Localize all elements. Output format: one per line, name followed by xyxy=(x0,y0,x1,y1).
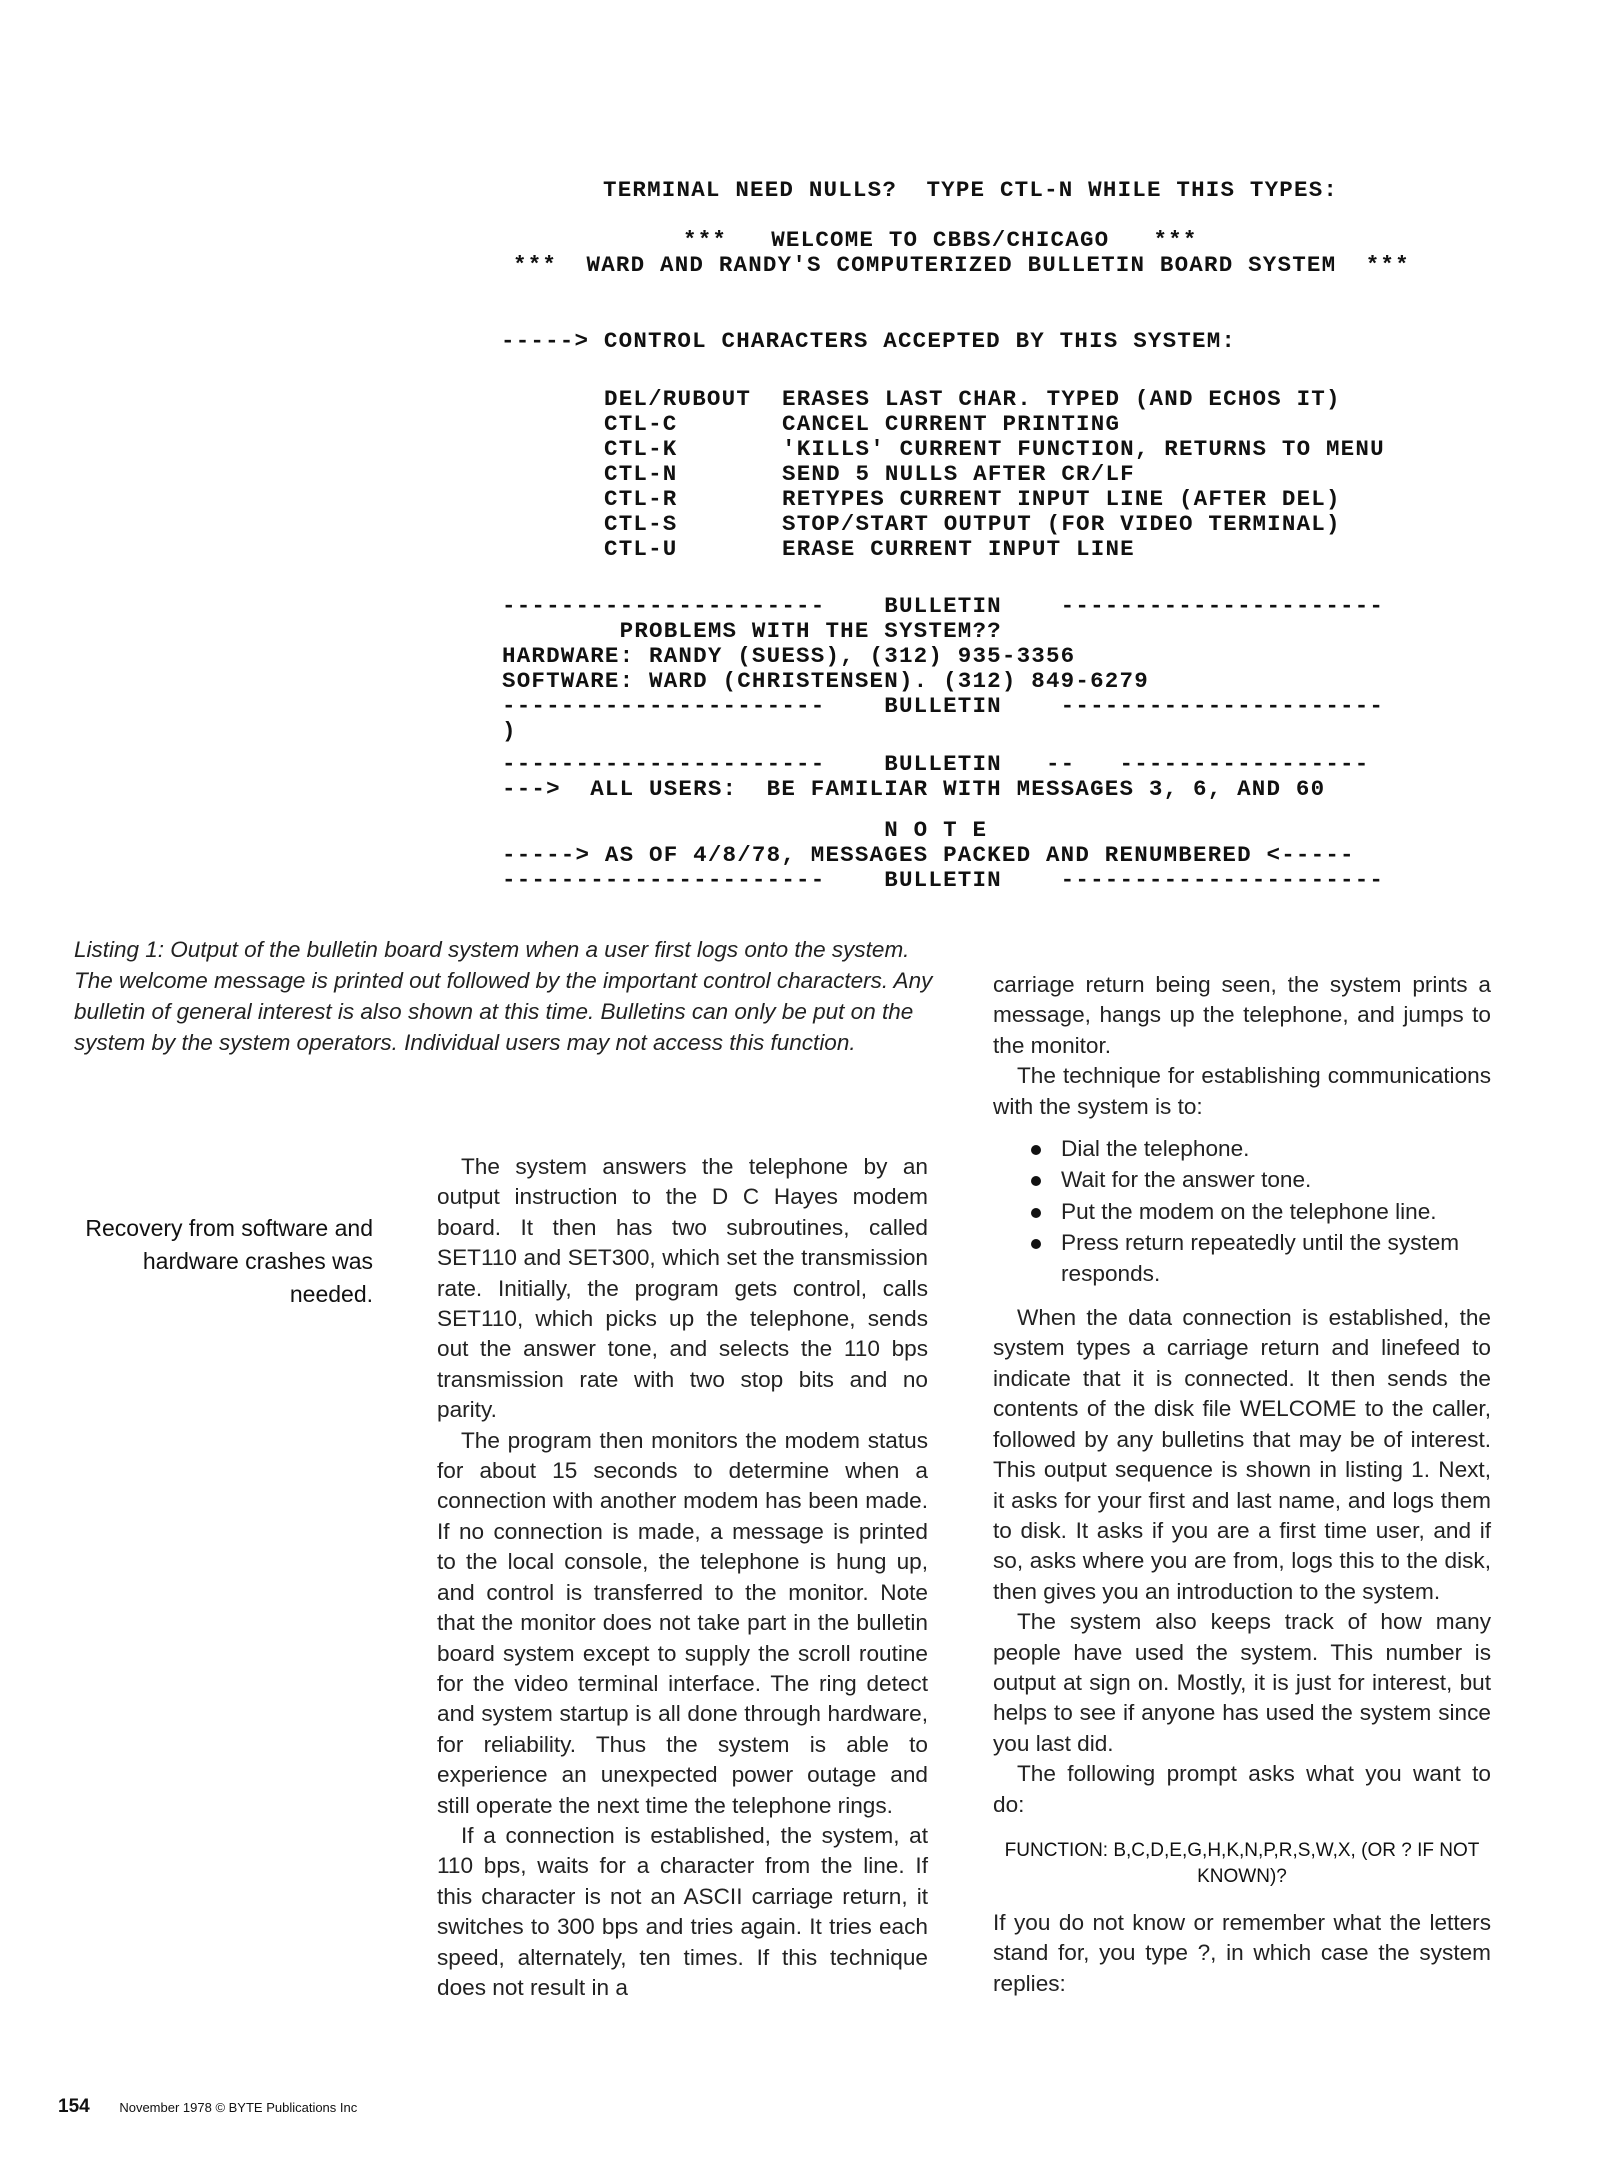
bulletin-line: SOFTWARE: WARD (CHRISTENSEN). (312) 849-6279 xyxy=(502,668,1149,694)
steps-list xyxy=(993,1134,1491,1289)
publication-imprint: November 1978 © BYTE Publications Inc xyxy=(119,2100,358,2115)
page-footer xyxy=(58,2096,357,2118)
paragraph: If a connection is established, the system, at 110 bps, waits for a character from the line. If this character is not an ASCII carriage return, it switches to 300 bps and tries again. It tries each speed, alternately, ten times. If this technique does not result in a xyxy=(437,1822,928,2000)
list-item: Wait for the answer tone. xyxy=(993,1165,1491,1195)
control-desc: CANCEL CURRENT PRINTING xyxy=(782,411,1121,437)
bulletin-line: ---------------------- BULLETIN ---------------------- xyxy=(502,593,1385,619)
control-key: CTL-C xyxy=(604,411,678,437)
control-key: CTL-N xyxy=(604,461,678,487)
paragraph: The system answers the telephone by an output instruction to the D C Hayes modem board. It then has two subroutines, called SET110 and SET300, which set the transmission rate. Initially, the program gets control, calls SET110, which picks up the telephone, sends out the answer tone, and selects the 110 bps transmission rate with two stop bits and no parity. xyxy=(437,1154,928,1423)
paragraph: carriage return being seen, the system prints a message, hangs up the telephone, and jumps to the monitor. xyxy=(993,972,1491,1058)
paragraph: The technique for establishing communications with the system is to: xyxy=(993,1063,1491,1119)
note-line: -----> AS OF 4/8/78, MESSAGES PACKED AND RENUMBERED <----- xyxy=(502,842,1355,868)
bulletin-line: ---------------------- BULLETIN ---------------------- xyxy=(502,693,1385,719)
list-item: Put the modem on the telephone line. xyxy=(993,1197,1491,1227)
control-desc: ERASES LAST CHAR. TYPED (AND ECHOS IT) xyxy=(782,386,1341,412)
paragraph: When the data connection is established, the system types a carriage return and linefeed to indicate that it is connected. It then sends the contents of the disk file WELCOME to the caller, followed by any bulletins that may be of interest. This output sequence is shown in listing 1. Next, it asks for your first and last name, and logs them to disk. It asks if you are a first time user, and if so, asks where you are from, logs this to the disk, then gives you an introduction to the system. xyxy=(993,1305,1491,1604)
paragraph: The program then monitors the modem status for about 15 seconds to determine when a connection with another modem has been made. If no connection is made, a message is printed to the local console, the telephone is hung up, and control is transferred to the monitor. Note that the monitor does not take part in the bulletin board system except to supply the scroll routine for the video terminal interface. The ring detect and system startup is all done through hardware, for reliability. Thus the system is able to experience an unexpected power outage and still operate the next time the telephone rings. xyxy=(437,1427,928,1818)
control-desc: ERASE CURRENT INPUT LINE xyxy=(782,536,1135,562)
bulletin-line: PROBLEMS WITH THE SYSTEM?? xyxy=(502,618,1002,644)
control-desc: STOP/START OUTPUT (FOR VIDEO TERMINAL) xyxy=(782,511,1341,537)
pull-quote: Recovery from software and hardware crashes was needed. xyxy=(85,1215,373,1307)
bullet-icon xyxy=(1031,1239,1041,1249)
paragraph: The following prompt asks what you want to do: xyxy=(993,1761,1491,1817)
listing-control-header: -----> CONTROL CHARACTERS ACCEPTED BY THIS SYSTEM: xyxy=(501,328,1237,354)
listing-nulls-line: TERMINAL NEED NULLS? TYPE CTL-N WHILE THIS TYPES: xyxy=(603,177,1339,203)
listing-welcome-line: *** WELCOME TO CBBS/CHICAGO *** xyxy=(683,227,1198,253)
paragraph: The system also keeps track of how many people have used the system. This number is output at sign on. Mostly, it is just for interest, but helps to see if anyone has used the system since you last did. xyxy=(993,1609,1491,1756)
listing-system-line: *** WARD AND RANDY'S COMPUTERIZED BULLETIN BOARD SYSTEM *** xyxy=(513,252,1410,278)
note-line: ---------------------- BULLETIN ---------------------- xyxy=(502,867,1385,893)
bullet-icon xyxy=(1031,1176,1041,1186)
control-desc: SEND 5 NULLS AFTER CR/LF xyxy=(782,461,1135,487)
paragraph: If you do not know or remember what the letters stand for, you type ?, in which case the system replies: xyxy=(993,1909,1491,1996)
function-prompt: FUNCTION: B,C,D,E,G,H,K,N,P,R,S,W,X, (OR ? IF NOT KNOWN)? xyxy=(1004,1839,1480,1887)
list-item: Press return repeatedly until the system responds. xyxy=(993,1228,1491,1289)
note-line: N O T E xyxy=(502,817,988,843)
article-column-middle xyxy=(437,1152,928,2003)
bullet-icon xyxy=(1031,1145,1041,1155)
control-key: CTL-U xyxy=(604,536,678,562)
bulletin-line: ) xyxy=(502,718,517,744)
bulletin-line: ---------------------- BULLETIN -- ----------------- xyxy=(502,751,1370,777)
bullet-icon xyxy=(1031,1208,1041,1218)
control-desc: RETYPES CURRENT INPUT LINE (AFTER DEL) xyxy=(782,486,1341,512)
control-key: DEL/RUBOUT xyxy=(604,386,752,412)
list-item: Dial the telephone. xyxy=(993,1134,1491,1164)
control-key: CTL-S xyxy=(604,511,678,537)
bulletin-line: HARDWARE: RANDY (SUESS), (312) 935-3356 xyxy=(502,643,1076,669)
page-number: 154 xyxy=(58,2096,90,2117)
bulletin-line: ---> ALL USERS: BE FAMILIAR WITH MESSAGES 3, 6, AND 60 xyxy=(502,776,1326,802)
article-column-right xyxy=(993,970,1491,1999)
listing-caption: Listing 1: Output of the bulletin board system when a user first logs onto the system. The welcome message is printed out followed by the important control characters. Any bulletin of general interest is also shown at this time. Bulletins can only be put on the system by the system operators. Individual users may not access this function. xyxy=(74,937,933,1055)
control-desc: 'KILLS' CURRENT FUNCTION, RETURNS TO MENU xyxy=(782,436,1385,462)
control-key: CTL-R xyxy=(604,486,678,512)
control-key: CTL-K xyxy=(604,436,678,462)
